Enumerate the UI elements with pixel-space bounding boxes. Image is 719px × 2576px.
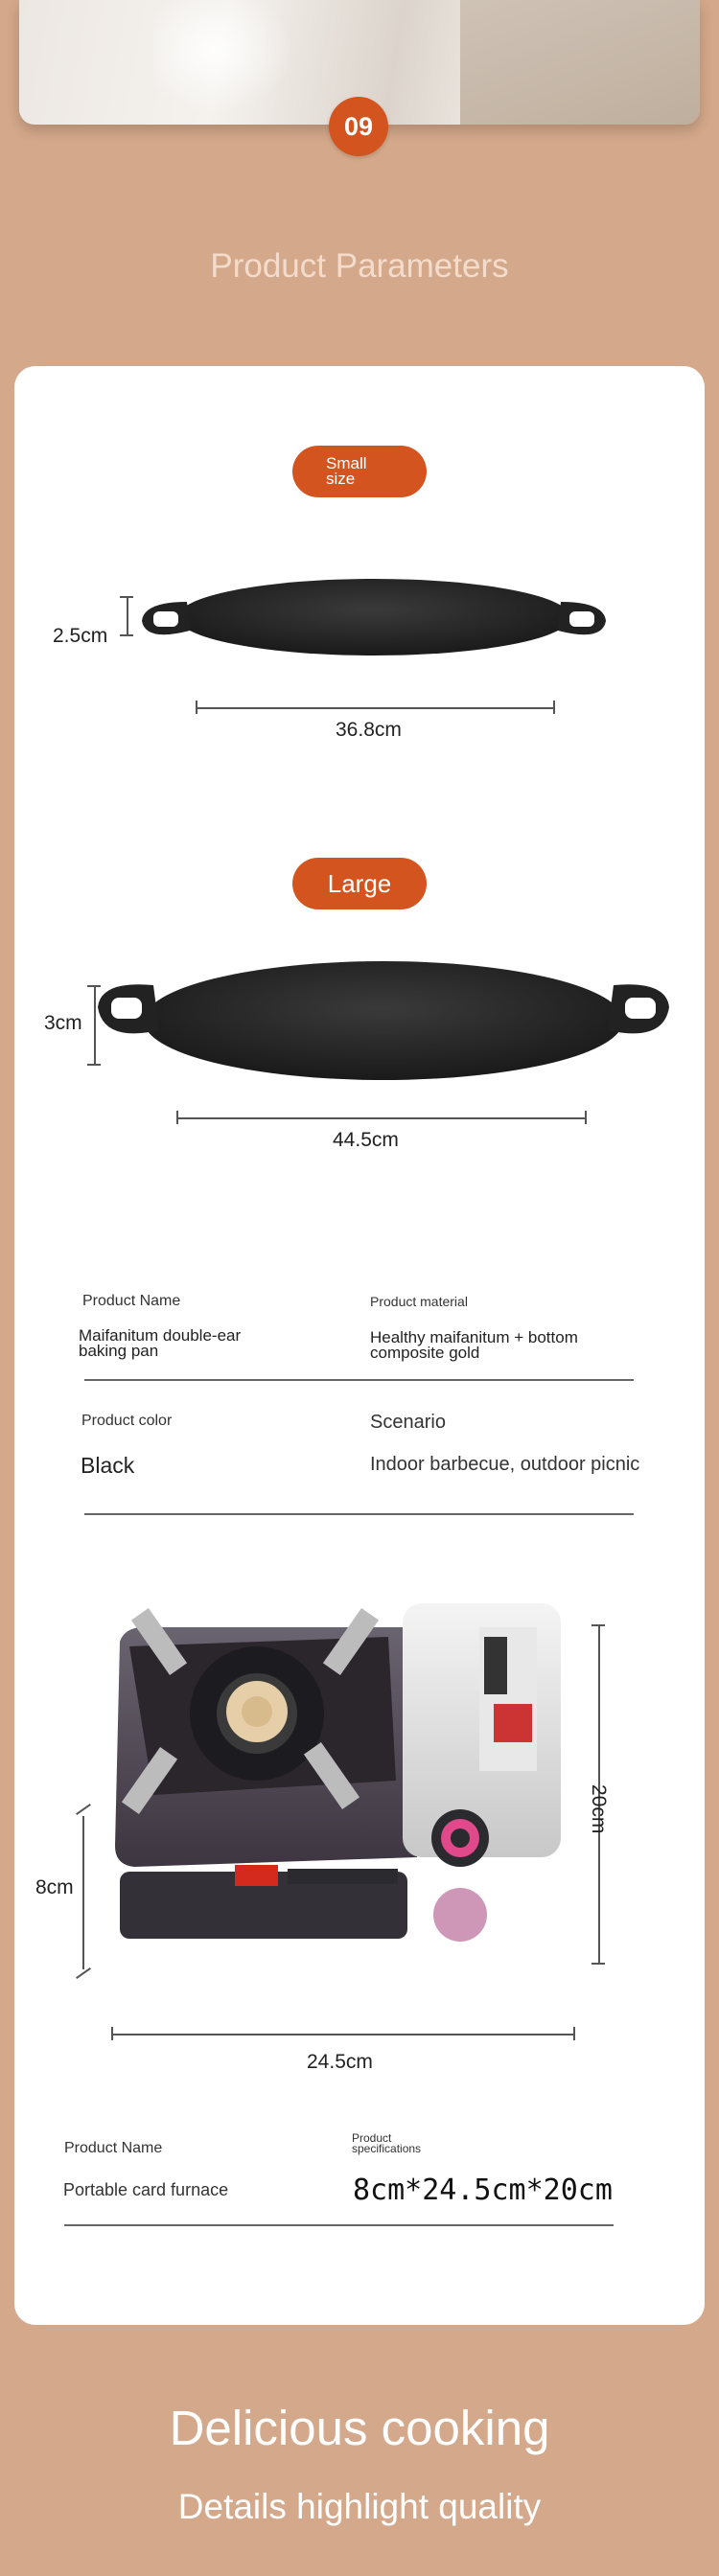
stove-name-value: Portable card furnace (63, 2180, 229, 2199)
stove-depth-line (82, 1816, 84, 1969)
small-height-line (127, 596, 128, 636)
pan-color-label: Product color (81, 1413, 173, 1429)
large-width-line (176, 1117, 587, 1119)
step-badge: 09 (329, 97, 388, 156)
pan-material-value: Healthy maifanitum + bottom composite gold (370, 1328, 578, 1362)
stove-width-line (111, 2034, 575, 2036)
stove-width-label: 24.5cm (307, 2051, 373, 2073)
stove-name-label: Product Name (64, 2140, 163, 2156)
stove-depth-label: 8cm (35, 1876, 74, 1898)
small-pan-image (134, 573, 614, 659)
small-width-label: 36.8cm (336, 719, 402, 741)
separator (84, 1379, 634, 1381)
pan-scenario-label: Scenario (370, 1412, 446, 1433)
pan-scenario-value: Indoor barbecue, outdoor picnic (370, 1454, 640, 1475)
stove-image (101, 1598, 580, 1982)
small-size-pill: Small size (292, 446, 427, 497)
separator (84, 1513, 634, 1515)
separator (64, 2224, 614, 2226)
pan-name-label: Product Name (82, 1293, 181, 1309)
stove-spec-label: Product specifications (352, 2131, 422, 2155)
small-width-line (196, 707, 555, 709)
footer-subline: Details highlight quality (177, 2487, 542, 2526)
large-width-label: 44.5cm (333, 1129, 399, 1151)
pan-color-value: Black (81, 1453, 135, 1478)
large-height-label: 3cm (44, 1012, 82, 1034)
pan-material-label: Product material (370, 1294, 468, 1309)
stove-height-label: 20cm (588, 1784, 610, 1834)
section-title: Product Parameters (210, 247, 509, 285)
large-size-pill: Large (292, 858, 427, 909)
small-height-label: 2.5cm (53, 625, 108, 647)
large-height-line (94, 985, 96, 1066)
footer-headline: Delicious cooking (169, 2401, 550, 2455)
stove-spec-value: 8cm*24.5cm*20cm (353, 2174, 613, 2207)
pan-name-value: Maifanitum double-ear baking pan (79, 1326, 242, 1360)
large-pan-image (96, 952, 671, 1095)
